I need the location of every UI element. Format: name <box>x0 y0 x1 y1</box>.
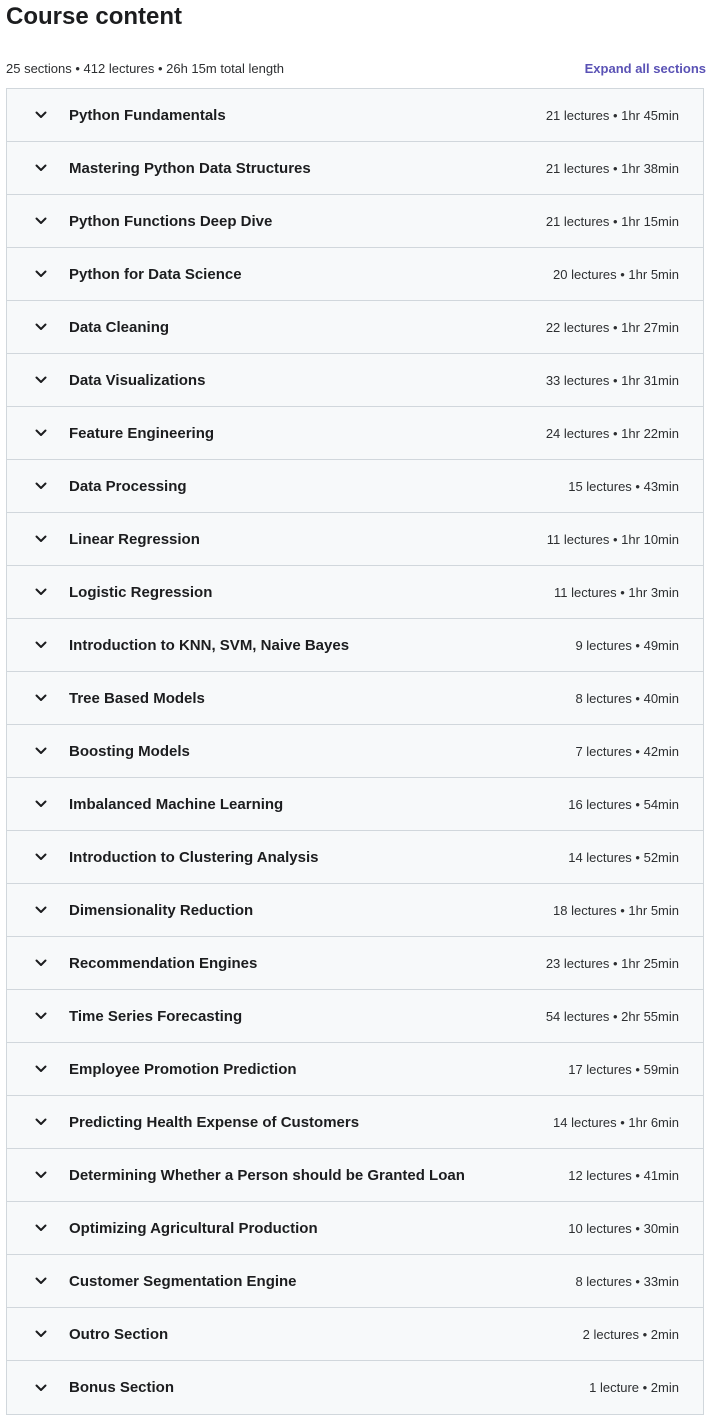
section-header-1[interactable] <box>7 89 703 142</box>
section-header-22[interactable] <box>7 1202 703 1255</box>
section-title: Employee Promotion Prediction <box>69 1060 297 1078</box>
section-meta: 11 lectures • 1hr 3min <box>554 584 679 600</box>
section-meta: 9 lectures • 49min <box>575 637 679 653</box>
section-title: Predicting Health Expense of Customers <box>69 1113 360 1131</box>
chevron-down-icon <box>34 1327 48 1341</box>
chevron-down-icon <box>34 744 48 758</box>
section-header-24[interactable] <box>7 1308 703 1361</box>
section-meta: 16 lectures • 54min <box>568 796 679 812</box>
section-meta: 1 lecture • 2min <box>589 1380 679 1395</box>
section-meta: 33 lectures • 1hr 31min <box>545 372 679 388</box>
chevron-down-icon <box>34 1009 48 1023</box>
section-header-13[interactable] <box>7 725 703 778</box>
section-meta: 7 lectures • 42min <box>575 743 679 759</box>
section-title: Data Cleaning <box>69 318 170 336</box>
chevron-down-icon <box>34 108 48 122</box>
chevron-down-icon <box>34 426 48 440</box>
chevron-down-icon <box>34 532 48 546</box>
section-title: Data Visualizations <box>69 371 206 389</box>
section-header-10[interactable] <box>7 566 703 619</box>
section-meta: 24 lectures • 1hr 22min <box>545 425 679 441</box>
chevron-down-icon <box>34 479 48 493</box>
chevron-down-icon <box>34 1274 48 1288</box>
chevron-down-icon <box>34 1115 48 1129</box>
section-meta: 20 lectures • 1hr 5min <box>553 266 679 282</box>
chevron-down-icon <box>34 797 48 811</box>
section-title: Outro Section <box>69 1325 169 1343</box>
section-header-19[interactable] <box>7 1043 703 1096</box>
chevron-down-icon <box>34 373 48 387</box>
section-meta: 54 lectures • 2hr 55min <box>545 1008 679 1024</box>
section-meta: 21 lectures • 1hr 38min <box>545 160 679 176</box>
section-header-17[interactable] <box>7 937 703 990</box>
section-title: Feature Engineering <box>69 424 215 442</box>
expand-all-sections-button[interactable]: Expand all sections <box>584 60 706 76</box>
section-meta: 21 lectures • 1hr 45min <box>545 107 679 123</box>
course-summary: 25 sections • 412 lectures • 26h 15m total length <box>6 60 284 76</box>
chevron-down-icon <box>34 1221 48 1235</box>
section-meta: 12 lectures • 41min <box>568 1167 679 1183</box>
section-header-23[interactable] <box>7 1255 703 1308</box>
section-header-3[interactable] <box>7 195 703 248</box>
sections-list <box>6 88 704 1415</box>
section-meta: 21 lectures • 1hr 15min <box>545 213 679 229</box>
section-title: Bonus Section <box>69 1379 175 1396</box>
chevron-down-icon <box>34 585 48 599</box>
chevron-down-icon <box>34 691 48 705</box>
section-header-12[interactable] <box>7 672 703 725</box>
section-meta: 8 lectures • 40min <box>575 690 679 706</box>
section-header-11[interactable] <box>7 619 703 672</box>
section-title: Time Series Forecasting <box>69 1007 243 1025</box>
chevron-down-icon <box>34 903 48 917</box>
chevron-down-icon <box>34 320 48 334</box>
section-meta: 14 lectures • 1hr 6min <box>553 1114 679 1130</box>
section-title: Tree Based Models <box>69 689 205 707</box>
section-meta: 8 lectures • 33min <box>575 1273 679 1289</box>
section-title: Mastering Python Data Structures <box>69 159 311 177</box>
section-header-25[interactable] <box>7 1361 703 1414</box>
section-title: Introduction to Clustering Analysis <box>69 848 319 866</box>
section-meta: 17 lectures • 59min <box>568 1061 679 1077</box>
section-header-4[interactable] <box>7 248 703 301</box>
chevron-down-icon <box>34 214 48 228</box>
page-title: Course content <box>6 3 183 30</box>
section-title: Boosting Models <box>69 742 190 760</box>
chevron-down-icon <box>34 267 48 281</box>
section-header-18[interactable] <box>7 990 703 1043</box>
section-title: Introduction to KNN, SVM, Naive Bayes <box>69 636 350 654</box>
section-meta: 14 lectures • 52min <box>568 849 679 865</box>
course-summary-row <box>6 58 706 78</box>
section-title: Determining Whether a Person should be Granted Loan <box>69 1166 465 1184</box>
section-title: Python Functions Deep Dive <box>69 212 273 230</box>
section-meta: 2 lectures • 2min <box>582 1326 679 1342</box>
section-header-9[interactable] <box>7 513 703 566</box>
section-meta: 11 lectures • 1hr 10min <box>546 531 679 547</box>
section-meta: 23 lectures • 1hr 25min <box>545 955 679 971</box>
section-header-6[interactable] <box>7 354 703 407</box>
section-meta: 10 lectures • 30min <box>568 1220 679 1236</box>
chevron-down-icon <box>34 638 48 652</box>
chevron-down-icon <box>34 956 48 970</box>
section-meta: 18 lectures • 1hr 5min <box>553 902 679 918</box>
chevron-down-icon <box>34 1381 48 1395</box>
section-header-14[interactable] <box>7 778 703 831</box>
chevron-down-icon <box>34 1168 48 1182</box>
chevron-down-icon <box>34 161 48 175</box>
chevron-down-icon <box>34 1062 48 1076</box>
section-header-16[interactable] <box>7 884 703 937</box>
section-title: Optimizing Agricultural Production <box>69 1219 318 1237</box>
section-title: Imbalanced Machine Learning <box>69 795 284 813</box>
section-title: Linear Regression <box>69 530 200 548</box>
chevron-down-icon <box>34 850 48 864</box>
section-header-8[interactable] <box>7 460 703 513</box>
section-meta: 22 lectures • 1hr 27min <box>545 319 679 335</box>
section-meta: 15 lectures • 43min <box>568 478 679 494</box>
section-header-21[interactable] <box>7 1149 703 1202</box>
section-title: Data Processing <box>69 477 187 495</box>
section-header-15[interactable] <box>7 831 703 884</box>
section-header-2[interactable] <box>7 142 703 195</box>
section-title: Python for Data Science <box>69 265 242 283</box>
section-header-7[interactable] <box>7 407 703 460</box>
section-title: Dimensionality Reduction <box>69 901 254 919</box>
section-header-5[interactable] <box>7 301 703 354</box>
section-title: Python Fundamentals <box>69 106 226 124</box>
section-header-20[interactable] <box>7 1096 703 1149</box>
section-title: Recommendation Engines <box>69 954 258 972</box>
section-title: Logistic Regression <box>69 583 213 601</box>
section-title: Customer Segmentation Engine <box>69 1272 297 1290</box>
